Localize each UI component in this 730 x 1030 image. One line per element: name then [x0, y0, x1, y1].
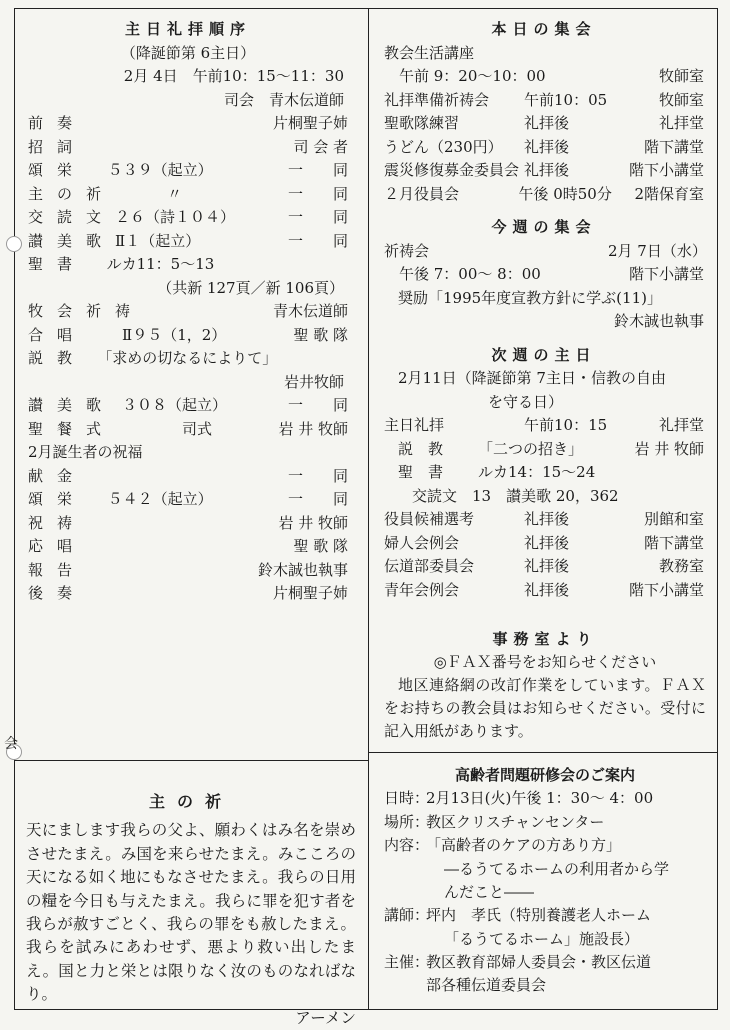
seminar-host: 主催： 教区教育部婦人委員会・教区伝道	[384, 952, 652, 971]
seminar-content3: んだこと――	[444, 882, 535, 901]
column-divider	[368, 8, 369, 1010]
order-row: 後奏 片桐聖子姉	[28, 584, 348, 602]
seminar-row: 場所： 教区クリスチャンセンター	[384, 812, 605, 831]
meeting-row: 震災修復募金委員会 礼拝後 階下小講堂	[384, 161, 704, 179]
order-rows	[28, 394, 348, 441]
order-subtitle: （降誕節第 6主日）	[120, 43, 256, 62]
order-date: 2月 4日 午前10：15〜11：30	[123, 67, 344, 85]
next-service: 主日礼拝 午前10：15 礼拝堂	[384, 416, 704, 434]
office-notice-line: ◎ＦＡＸ番号をお知らせください	[433, 653, 657, 671]
binder-hole	[6, 236, 22, 252]
next-rows	[384, 508, 704, 602]
order-row: 招詞 司 会 者	[28, 137, 348, 156]
next-title: 次週の主日	[491, 345, 597, 364]
order-row: 聖書 ルカ11：5〜13	[28, 255, 215, 273]
order-row: 交読文 ２６（詩１０４） 一 同	[28, 208, 348, 226]
bible-note: （共新 127頁／新 106頁）	[157, 278, 344, 297]
order-rows	[28, 300, 348, 371]
meeting-row: 婦人会例会 礼拝後 階下講堂	[384, 533, 704, 552]
order-row: 讃美歌 Ⅱ１（起立） 一 同	[28, 231, 348, 250]
order-row: 頌栄 ５３９（起立） 一 同	[28, 161, 348, 179]
next-reading: 交読文 13 讃美歌 20，362	[412, 486, 619, 505]
seminar-title: 高齢者問題研修会のご案内	[454, 766, 635, 784]
order-row: 祝祷 岩 井 牧師	[28, 513, 348, 532]
office-notice	[384, 628, 706, 743]
meeting-row: 午前 9：20〜10：00 牧師室	[384, 67, 704, 85]
prayer-title: 主の祈	[148, 792, 233, 811]
meeting-row: 伝道部委員会 礼拝後 教務室	[384, 557, 704, 575]
right-divider	[369, 752, 718, 753]
order-host: 司会 青木伝道師	[223, 90, 344, 109]
order-title: 主日礼拝順序	[124, 20, 251, 38]
meetings	[384, 18, 707, 602]
order-rows	[28, 465, 348, 606]
seminar-rows	[384, 787, 706, 858]
today-title: 本日の集会	[491, 20, 597, 38]
meeting-row: 教会生活講座	[384, 43, 475, 62]
week-topic: 奨励「1995年度宣教方針に学ぶ(11)」	[398, 288, 662, 307]
order-row: 説教 「求めの切なるによりて」	[28, 349, 278, 367]
order-row: 牧会祈祷 青木伝道師	[28, 302, 348, 320]
meeting-row: 聖歌隊練習 礼拝後 礼拝堂	[384, 114, 704, 132]
week-title: 今週の集会	[491, 218, 597, 236]
seminar-lecturer2: 「るうてるホーム」施設長）	[444, 929, 640, 948]
seminar	[384, 764, 706, 998]
sermon-by: 岩井牧師	[283, 372, 344, 391]
left-divider	[14, 760, 369, 761]
seminar-row: 日時： 2月13日(火)午後 1：30〜 4：00	[384, 789, 654, 808]
order-row: 主の祈 〃 一 同	[28, 184, 348, 203]
order-row: 献金 一 同	[28, 466, 348, 485]
week-rows	[384, 240, 707, 287]
seminar-host2: 部各種伝道委員会	[426, 976, 547, 995]
order-row: 報告 鈴木誠也執事	[28, 560, 348, 579]
order-rows	[28, 112, 348, 277]
meeting-row: 青年会例会 礼拝後 階下小講堂	[384, 580, 704, 599]
meeting-row: ２月役員会 午後 0時50分 2階保育室	[384, 184, 704, 203]
prayer-amen: アーメン	[295, 1008, 356, 1027]
seminar-row: 内容： 「高齢者のケアの方あり方」	[384, 836, 622, 855]
today-rows	[384, 42, 704, 207]
meeting-row: 午後 7：00〜 8：00 階下小講堂	[384, 265, 704, 283]
lords-prayer	[26, 790, 356, 1030]
order-row: 前奏 片桐聖子姉	[28, 114, 348, 132]
meeting-row: 祈祷会 2月 7日（水）	[384, 241, 707, 260]
meeting-row: うどん（230円） 礼拝後 階下講堂	[384, 137, 704, 156]
margin-char: 会	[4, 736, 18, 752]
week-speaker: 鈴木誠也執事	[613, 312, 704, 330]
next-line1: 2月11日（降誕節第 7主日・信教の自由	[398, 369, 666, 387]
seminar-content2: ―るうてるホームの利用者から学	[444, 859, 670, 878]
next-line2: を守る日）	[488, 392, 564, 411]
order-of-worship	[28, 18, 348, 606]
order-row: 応唱 聖 歌 隊	[28, 537, 348, 555]
birthday-blessing: 2月誕生者の祝福	[28, 443, 143, 461]
office-title: 事務室より	[492, 630, 598, 648]
order-row: 頌栄 ５４２（起立） 一 同	[28, 490, 348, 508]
meeting-row: 役員候補選考 礼拝後 別館和室	[384, 510, 704, 528]
office-text: 地区連絡網の改訂作業をしています。ＦＡＸをお持ちの教会員はお知らせください。受付に記入用紙があります。	[384, 676, 706, 740]
order-row: 合唱 Ⅱ９５（1，2） 聖 歌 隊	[28, 325, 348, 344]
meeting-row: 礼拝準備祈祷会 午前10：05 牧師室	[384, 90, 704, 109]
next-bible: 聖 書 ルカ14：15〜24	[398, 463, 596, 481]
seminar-lecturer: 講師： 坪内 孝氏（特別養護老人ホーム	[384, 906, 652, 925]
order-row: 聖餐式 司式 岩 井 牧師	[28, 419, 348, 438]
prayer-text: 天にまします我らの父よ、願わくはみ名を崇めさせたまえ。み国を来らせたまえ。みこころの天になる如く地にもなさせたまえ。我らの日用の糧を今日も与えたまえ。我らに罪を犯す者を我らが赦すごとく、我らの罪をも赦したまえ。我らを試みにあわせず、悪より救い出したまえ。国と力と栄とは限りなく汝のものなればなり。	[26, 821, 356, 1004]
next-sermon: 説 教 「二つの招き」 岩 井 牧師	[398, 439, 704, 458]
order-row: 讃美歌 ３０８（起立） 一 同	[28, 396, 348, 414]
